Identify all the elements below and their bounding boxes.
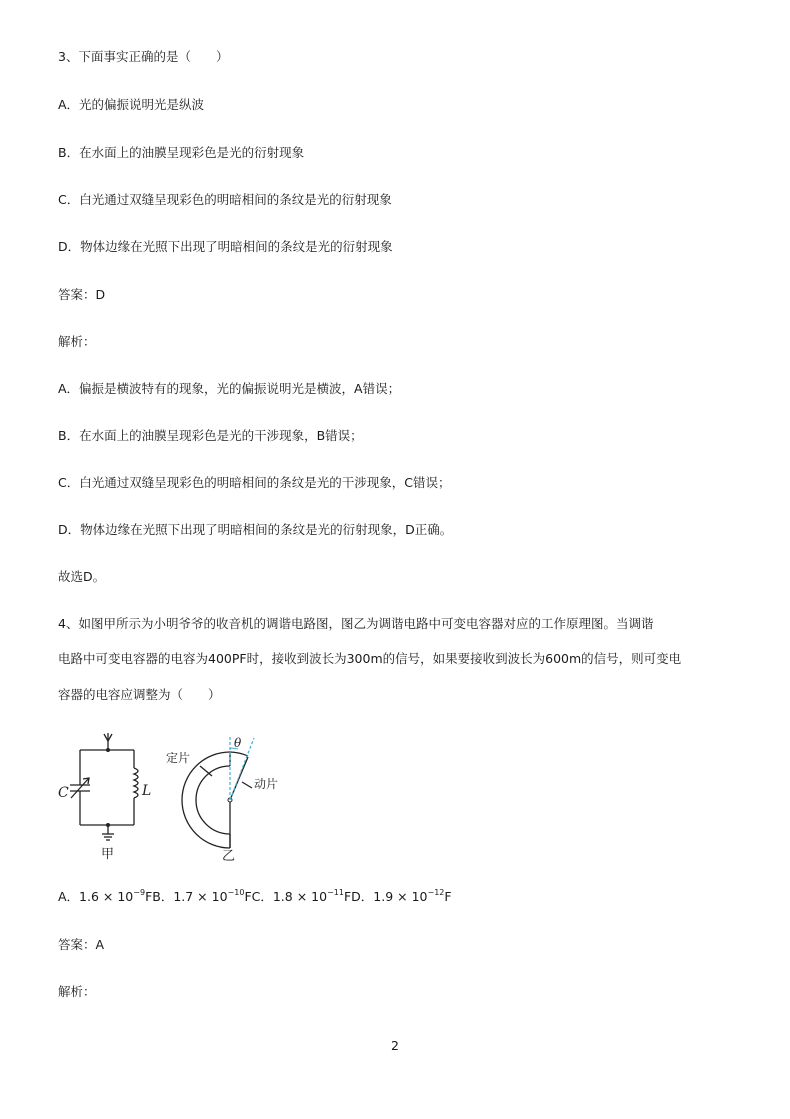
q4-option-b-exponent: −10 — [227, 888, 245, 897]
q4-stem-line-2: 电路中可变电容器的电容为400PF时，接收到波长为300m的信号，如果要接收到波长为600m的信号，则可变电 — [58, 651, 682, 666]
q4-answer: 答案：A — [58, 937, 105, 952]
junction-dot-bottom — [106, 823, 110, 827]
label-c: C — [58, 785, 69, 801]
q3-option-a: A．光的偏振说明光是纵波 — [58, 97, 205, 112]
q3-analysis-a: A．偏振是横波特有的现象，光的偏振说明光是横波，A错误； — [58, 381, 401, 396]
label-dingpian: 定片 — [166, 751, 191, 765]
junction-dot-top — [106, 748, 110, 752]
q4-option-a-exponent: −9 — [133, 888, 146, 897]
q3-conclusion: 故选D。 — [58, 569, 106, 584]
q4-option-c: FC．1.8 × 10 — [244, 889, 328, 904]
q3-stem: 3、下面事实正确的是（ ） — [58, 49, 229, 64]
q3-analysis-label: 解析： — [58, 334, 96, 349]
circuit-and-capacitor-diagram — [52, 730, 312, 865]
capacitor-diagram-yi — [182, 752, 252, 848]
q4-option-tail: F — [444, 889, 452, 904]
q3-option-b: B．在水面上的油膜呈现彩色是光的衍射现象 — [58, 145, 305, 160]
q4-option-c-exponent: −11 — [327, 888, 344, 897]
q3-option-c: C．白光通过双缝呈现彩色的明暗相间的条纹是光的衍射现象 — [58, 192, 392, 207]
q4-options — [58, 888, 452, 906]
q3-option-d: D．物体边缘在光照下出现了明暗相间的条纹是光的衍射现象 — [58, 239, 393, 254]
q4-option-d-exponent: −12 — [427, 888, 445, 897]
label-theta: θ — [234, 736, 242, 750]
label-jia: 甲 — [101, 847, 115, 862]
q3-answer: 答案：D — [58, 287, 106, 302]
q4-analysis-label: 解析： — [58, 984, 96, 999]
label-yi: 乙 — [222, 849, 236, 864]
q3-analysis-d: D．物体边缘在光照下出现了明暗相间的条纹是光的衍射现象，D正确。 — [58, 522, 453, 537]
q4-option-d: FD．1.9 × 10 — [343, 889, 428, 904]
q4-option-b: FB．1.7 × 10 — [145, 889, 228, 904]
q4-option-a: A．1.6 × 10 — [58, 889, 134, 904]
circuit-diagram-jia — [70, 733, 138, 840]
q3-analysis-c: C．白光通过双缝呈现彩色的明暗相间的条纹是光的干涉现象，C错误； — [58, 475, 451, 490]
page-number: 2 — [391, 1038, 399, 1053]
label-dongpian: 动片 — [254, 777, 279, 791]
q4-figure — [52, 730, 312, 865]
q4-stem-line-3: 容器的电容应调整为（ ） — [58, 687, 221, 702]
q4-stem-line-1: 4、如图甲所示为小明爷爷的收音机的调谐电路图，图乙为调谐电路中可变电容器对应的工作原理图。当调谐 — [58, 616, 654, 631]
q3-analysis-b: B．在水面上的油膜呈现彩色是光的干涉现象，B错误； — [58, 428, 363, 443]
label-l: L — [142, 783, 152, 799]
